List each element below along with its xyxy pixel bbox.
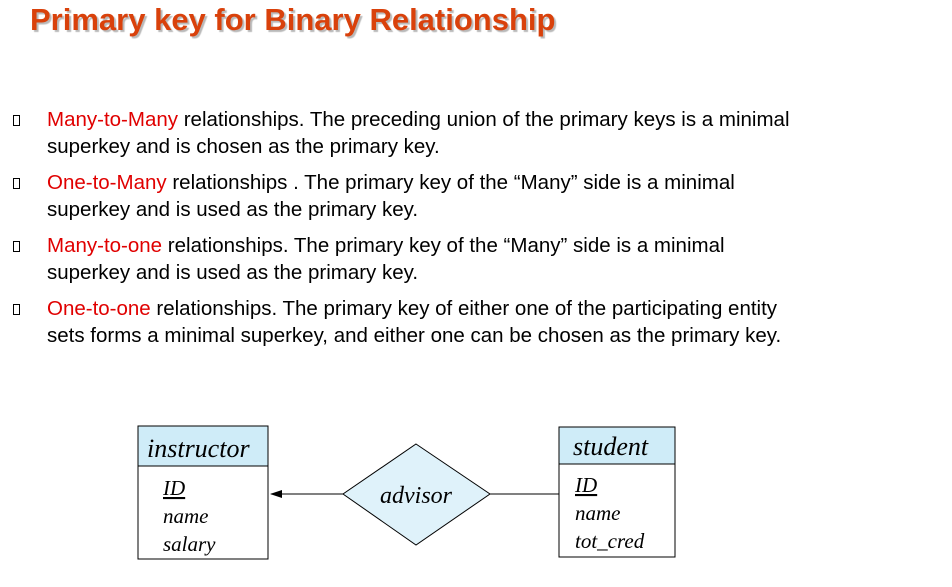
bullet-highlight: Many-to-Many bbox=[47, 108, 179, 131]
bullet-text: relationships . The primary key of the “Many” side is a minimal superkey and is used as the primary key. bbox=[47, 171, 735, 221]
slide-title: Primary key for Binary Relationship bbox=[30, 2, 556, 37]
bullet-text: relationships. The primary key of either one of the participating entity sets forms a minimal superkey, and either one can be chosen as the primary key. bbox=[47, 297, 782, 347]
bullet-text: relationships. The preceding union of the primary keys is a minimal superkey and is chosen as the primary key. bbox=[47, 108, 790, 158]
bullet-highlight: Many-to-one bbox=[47, 234, 163, 257]
attribute: tot_cred bbox=[575, 529, 645, 553]
attribute: name bbox=[575, 501, 621, 525]
bullet-highlight: One-to-Many bbox=[47, 171, 167, 194]
relationship-advisor bbox=[343, 444, 490, 545]
bullet-highlight: One-to-one bbox=[47, 297, 151, 320]
attribute: salary bbox=[163, 532, 216, 556]
attribute-primary-key: ID bbox=[575, 473, 598, 497]
relationship-name: advisor bbox=[380, 483, 452, 509]
entity-instructor bbox=[138, 426, 268, 559]
entity-name: instructor bbox=[147, 434, 250, 463]
attribute: name bbox=[163, 504, 209, 528]
entity-name: student bbox=[573, 432, 649, 461]
bullet-text: relationships. The primary key of the “Many” side is a minimal superkey and is used as the primary key. bbox=[47, 234, 725, 284]
entity-student bbox=[559, 427, 675, 557]
attribute-primary-key: ID bbox=[163, 476, 186, 500]
